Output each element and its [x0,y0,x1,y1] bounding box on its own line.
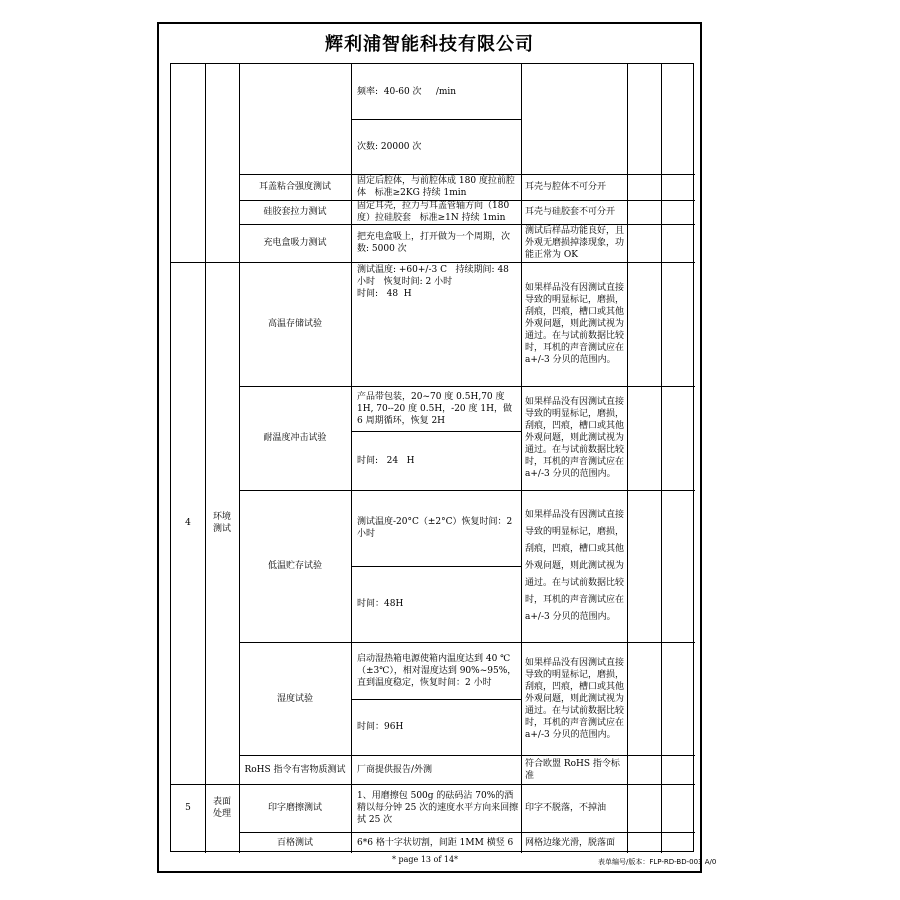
item-cell: 湿度试验 [276,693,313,704]
standard-cell: 网格边缘光滑，脱落面 [525,837,616,848]
standard-cell: 如果样品没有因测试直接导致的明显标记，磨损，刮痕，凹痕，槽口或其他外观问题，则此测试视为通过。在与试前数据比较时，耳机的声音测试应在 a+/-3 分贝的范围内。 [525,509,627,622]
test-table [170,63,694,852]
time-cell: 时间：96H [357,722,404,732]
procedure-cell: 测试温度-20°C（±2°C）恢复时间：2 小时 [357,517,516,539]
procedure-cell: 把充电盒吸上，打开做为一个周期，次数: 5000 次 [357,232,511,254]
item-cell: 耐温度冲击试验 [263,433,327,443]
item-cell: RoHS 指令有害物质测试 [244,764,346,775]
frequency-cell: 频率: 40-60 次 /min [357,86,457,97]
item-cell: 充电盒吸力测试 [263,238,327,248]
time-cell: 时间: 24 H [357,455,415,466]
standard-cell: 测试后样品功能良好，且外观无磨损掉漆现象，功能正常为 OK [525,226,625,260]
standard-cell: 如果样品没有因测试直接导致的明显标记，磨损，刮痕，凹痕，槽口或其他外观问题，则此测试视为通过。在与试前数据比较时，耳机的声音测试应在 a+/-3 分贝的范围内。 [525,283,627,365]
item-cell: 硅胶套拉力测试 [263,207,327,217]
procedure-cell: 固定耳壳，拉力与耳盖管轴方向（180 度）拉硅胶套 标准≥1N 持续 1min [357,201,513,223]
section-number: 5 [185,803,191,813]
company-title: 辉利浦智能科技有限公司 [325,34,534,55]
form-number: 表单编号/版本：FLP-RD-BD-003 A/0 [598,858,717,866]
section-name: 表面 处理 [212,797,231,819]
item-cell: 低温贮存试验 [267,561,322,571]
procedure-cell: 1、用磨擦包 500g 的砝码沾 70%的酒精以每分钟 25 次的速度水平方向来回擦拭 25 次 [357,791,519,825]
standard-cell: 符合欧盟 RoHS 指令标准 [525,758,620,781]
procedure-cell: 启动湿热箱电源使箱内温度达到 40 ℃（±3℃），相对湿度达到 90%~95%，直到温度稳定，恢复时间：2 小时 [357,653,517,688]
procedure-cell: 厂商提供报告/外测 [357,764,433,775]
standard-cell: 如果样品没有因测试直接导致的明显标记，磨损，刮痕，凹痕，槽口或其他外观问题，则此测试视为通过。在与试前数据比较时，耳机的声音测试应在 a+/-3 分贝的范围内。 [525,657,627,740]
standard-cell: 耳壳与硅胶套不可分开 [525,207,616,217]
section-number: 4 [185,518,191,528]
time-cell: 时间：48H [357,599,404,609]
procedure-cell: 产品带包装，20~70 度 0.5H,70 度 1H, 70--20 度 0.5H，-20 度 1H，做 6 周期循环，恢复 2H [357,391,515,426]
item-cell: 耳盖粘合强度测试 [258,182,331,192]
item-cell: 百格测试 [276,837,313,848]
procedure-cell: 6*6 格十字状切割，间距 1MM 横竖 6 [357,837,514,848]
procedure-cell: 固定后腔体，与前腔体成 180 度拉前腔体 标准≥2KG 持续 1min [357,176,515,198]
standard-cell: 耳壳与腔体不可分开 [525,182,607,192]
item-cell: 印字磨擦测试 [267,803,322,813]
item-cell: 高温存储试验 [267,319,322,329]
count-cell: 次数: 20000 次 [357,141,422,152]
procedure-cell: 测试温度: +60+/-3 C 持续期间: 48 小时 恢复时间: 2 小时 时间: 48 H [357,265,509,299]
section-name: 环境 测试 [212,512,231,534]
standard-cell: 印字不脱落，不掉油 [525,803,607,813]
standard-cell: 如果样品没有因测试直接导致的明显标记，磨损，刮痕，凹痕，槽口或其他外观问题，则此测试视为通过。在与试前数据比较时，耳机的声音测试应在 a+/-3 分贝的范围内。 [525,397,627,479]
page-number: * page 13 of 14* [392,855,459,864]
